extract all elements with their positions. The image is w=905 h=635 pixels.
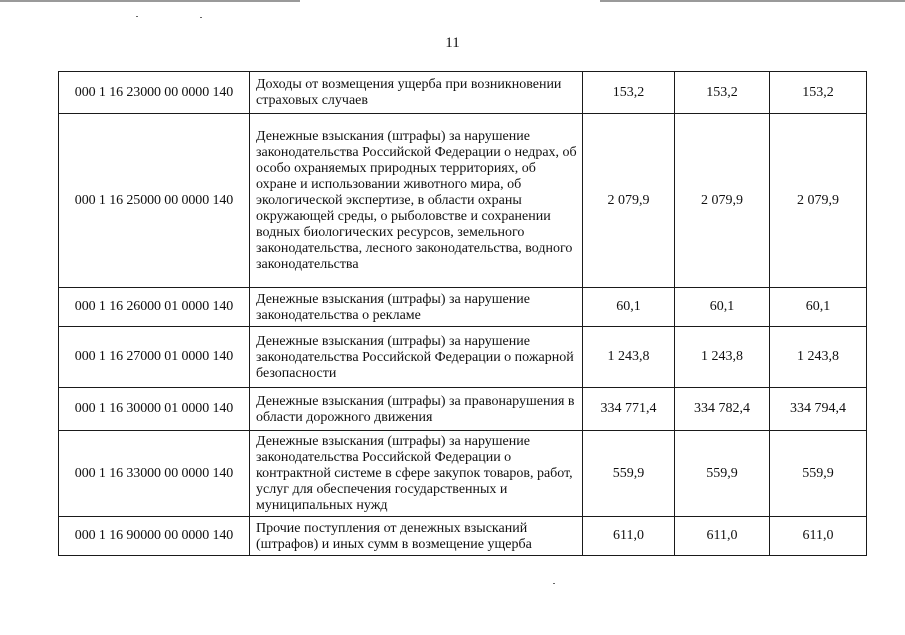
amount-year-3: 334 794,4 (770, 388, 867, 431)
revenue-description: Прочие поступления от денежных взысканий (штрафов) и иных сумм в возмещение ущерба (250, 517, 583, 556)
revenue-description: Денежные взыскания (штрафы) за нарушение законодательства о рекламе (250, 288, 583, 327)
scan-speck (553, 583, 555, 584)
amount-year-2: 153,2 (675, 72, 770, 114)
amount-year-1: 559,9 (583, 431, 675, 517)
table-row (59, 327, 867, 388)
table-row (59, 288, 867, 327)
table-row (59, 114, 867, 288)
amount-year-1: 2 079,9 (583, 114, 675, 288)
amount-year-2: 2 079,9 (675, 114, 770, 288)
amount-year-1: 60,1 (583, 288, 675, 327)
table-row (59, 388, 867, 431)
amount-year-1: 153,2 (583, 72, 675, 114)
amount-year-3: 60,1 (770, 288, 867, 327)
amount-year-3: 559,9 (770, 431, 867, 517)
scan-speck (136, 16, 138, 17)
amount-year-3: 611,0 (770, 517, 867, 556)
amount-year-1: 334 771,4 (583, 388, 675, 431)
scan-edge-left (0, 0, 300, 2)
table-row (59, 431, 867, 517)
amount-year-1: 611,0 (583, 517, 675, 556)
revenue-description: Денежные взыскания (штрафы) за правонарушения в области дорожного движения (250, 388, 583, 431)
amount-year-3: 1 243,8 (770, 327, 867, 388)
revenue-table (58, 71, 867, 556)
amount-year-2: 611,0 (675, 517, 770, 556)
budget-code: 000 1 16 25000 00 0000 140 (59, 114, 250, 288)
amount-year-3: 2 079,9 (770, 114, 867, 288)
revenue-description: Денежные взыскания (штрафы) за нарушение законодательства Российской Федерации о контрактной системе в сфере закупок товаров, работ, услуг для обеспечения государственных и муниципальных нужд (250, 431, 583, 517)
budget-code: 000 1 16 23000 00 0000 140 (59, 72, 250, 114)
amount-year-1: 1 243,8 (583, 327, 675, 388)
scan-edge-right (600, 0, 905, 2)
budget-code: 000 1 16 90000 00 0000 140 (59, 517, 250, 556)
table-row (59, 72, 867, 114)
budget-code: 000 1 16 26000 01 0000 140 (59, 288, 250, 327)
revenue-description: Денежные взыскания (штрафы) за нарушение законодательства Российской Федерации о недрах, об особо охраняемых природных территориях, об охране и использовании животного мира, об экологической экспертизе, в области охраны окружающей среды, о рыболовстве и сохранении водных биологических ресурсов, земельного законодательства, лесного законодательства, водного законодательства (250, 114, 583, 288)
budget-code: 000 1 16 30000 01 0000 140 (59, 388, 250, 431)
amount-year-2: 60,1 (675, 288, 770, 327)
amount-year-3: 153,2 (770, 72, 867, 114)
amount-year-2: 559,9 (675, 431, 770, 517)
amount-year-2: 1 243,8 (675, 327, 770, 388)
page-number: 11 (445, 35, 460, 51)
budget-code: 000 1 16 27000 01 0000 140 (59, 327, 250, 388)
scan-speck (200, 17, 202, 18)
revenue-description: Денежные взыскания (штрафы) за нарушение законодательства Российской Федерации о пожарной безопасности (250, 327, 583, 388)
table-row (59, 517, 867, 556)
budget-code: 000 1 16 33000 00 0000 140 (59, 431, 250, 517)
amount-year-2: 334 782,4 (675, 388, 770, 431)
revenue-description: Доходы от возмещения ущерба при возникновении страховых случаев (250, 72, 583, 114)
